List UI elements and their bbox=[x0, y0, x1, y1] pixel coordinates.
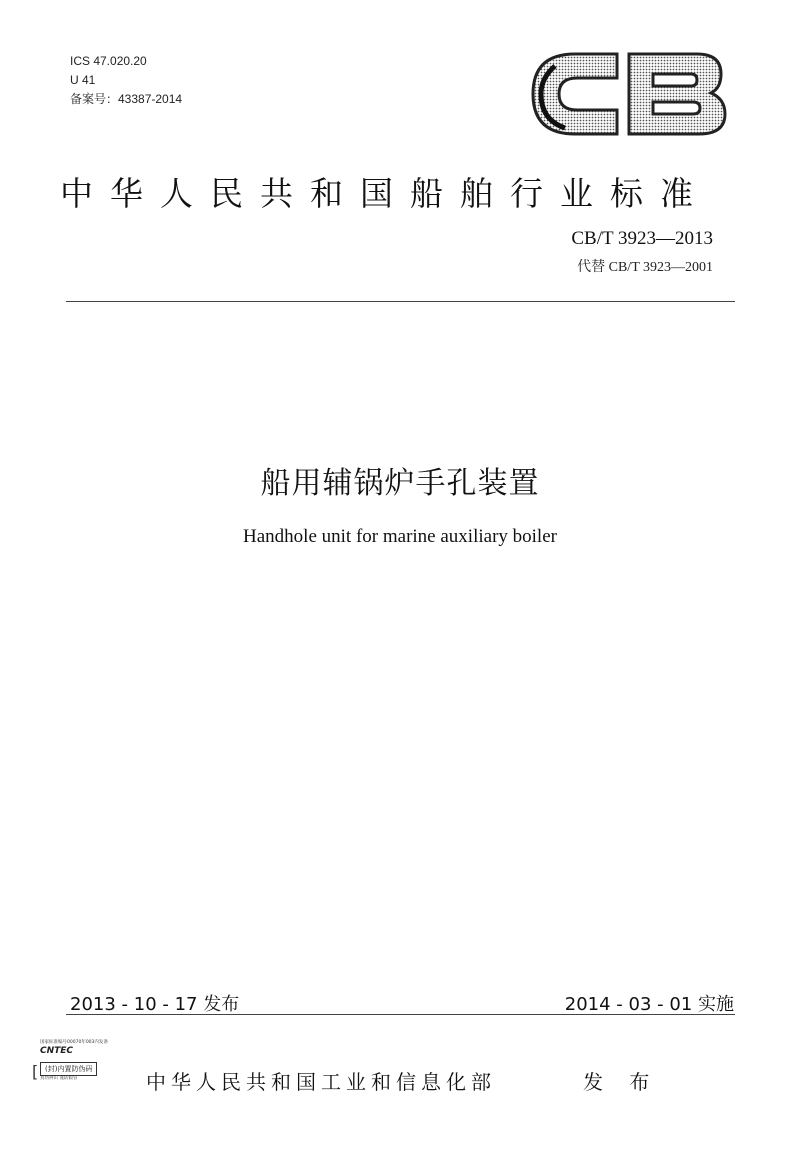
footer-divider bbox=[66, 1014, 735, 1015]
organization-title: 中华人民共和国船舶行业标准 bbox=[60, 174, 710, 213]
cb-logo bbox=[525, 44, 730, 144]
document-title-english: Handhole unit for marine auxiliary boiler bbox=[243, 526, 557, 547]
stamp-box-text: (封)内置防伪码 bbox=[40, 1062, 97, 1076]
header-divider bbox=[66, 301, 735, 302]
issue-date: 2013 - 10 - 17 发布 bbox=[70, 994, 240, 1015]
stamp-bottom-line: 真伪辨识 谨防假冒 bbox=[40, 1076, 78, 1081]
stamp-brand: CNTEC bbox=[40, 1046, 74, 1056]
publish-label: 发 布 bbox=[583, 1070, 660, 1094]
logo-letter-c bbox=[533, 54, 617, 134]
replaced-standard: 代替 CB/T 3923—2001 bbox=[577, 260, 713, 275]
classification-code: U 41 bbox=[70, 73, 96, 87]
implementation-date: 2014 - 03 - 01 实施 bbox=[564, 994, 734, 1015]
filing-number: 备案号：43387-2014 bbox=[70, 92, 183, 106]
document-metadata bbox=[70, 52, 182, 109]
standard-code: CB/T 3923—2013 bbox=[571, 228, 713, 249]
stamp-top-line: 国家标准编号00070年003内发条 bbox=[40, 1040, 108, 1045]
document-title-chinese: 船用辅锅炉手孔装置 bbox=[260, 466, 540, 501]
publisher-name: 中华人民共和国工业和信息化部 bbox=[146, 1070, 496, 1094]
logo-letter-b bbox=[629, 54, 725, 134]
ics-code: ICS 47.020.20 bbox=[70, 54, 147, 68]
bracket-mark: [ bbox=[32, 1062, 39, 1081]
anti-counterfeit-stamp bbox=[32, 1040, 142, 1104]
